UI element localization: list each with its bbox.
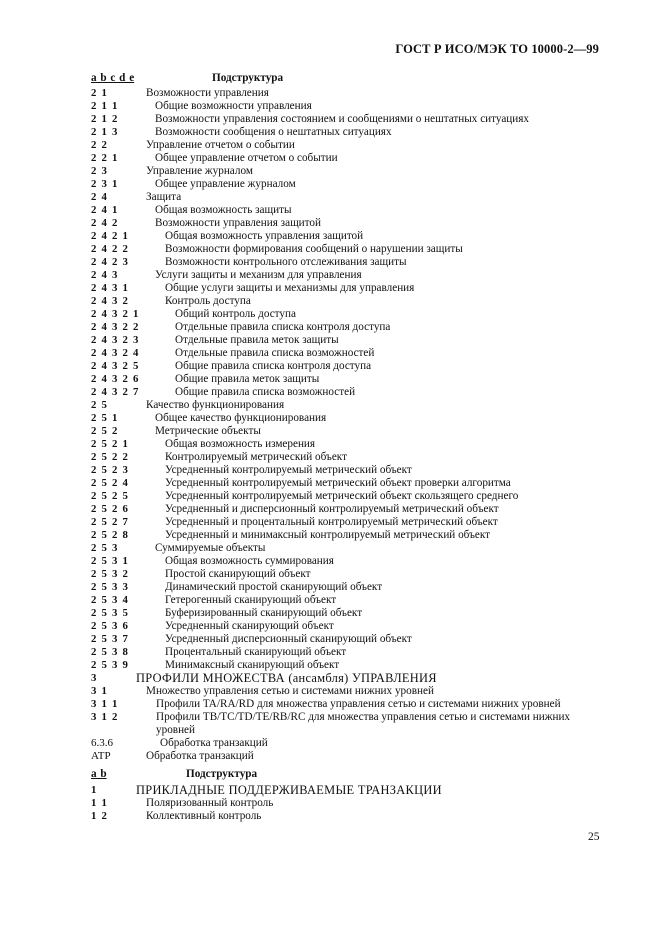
list-item	[0, 165, 661, 178]
item-code: 2 4 3 2 6	[91, 373, 140, 385]
item-code: 2 4 1	[91, 204, 119, 216]
item-text: Управление журналом	[146, 165, 253, 177]
item-text: Усредненный и минимаксный контролируемый метрический объект	[165, 529, 491, 541]
item-code: 2 4 3 2 1	[91, 308, 140, 320]
item-code: 2 5 3 7	[91, 633, 130, 645]
item-text: Общие правила меток защиты	[175, 373, 320, 385]
item-code: 3 1	[91, 685, 109, 697]
list-item	[0, 784, 661, 797]
item-text: Возможности контрольного отслеживания защиты	[165, 256, 407, 268]
item-code: 2 4 3 2 5	[91, 360, 140, 372]
item-code: 2 5 2 2	[91, 451, 130, 463]
item-text: Гетерогенный сканирующий объект	[165, 594, 337, 606]
item-text: Контролируемый метрический объект	[165, 451, 347, 463]
item-code: 2 1 2	[91, 113, 119, 125]
item-text: Общее управление журналом	[155, 178, 296, 190]
item-code: 2 2	[91, 139, 109, 151]
list-item	[0, 230, 661, 243]
item-code: 1 1	[91, 797, 109, 809]
list-item	[0, 451, 661, 464]
item-text: Суммируемые объекты	[155, 542, 266, 554]
item-code: 2 5 3 1	[91, 555, 130, 567]
substructure-heading	[0, 768, 661, 781]
item-text: Общая возможность защиты	[155, 204, 292, 216]
item-text: Общее управление отчетом о событии	[155, 152, 338, 164]
item-text: Отдельные правила списка возможностей	[175, 347, 375, 359]
list-item	[0, 87, 661, 100]
item-text: Возможности формирования сообщений о нарушении защиты	[165, 243, 463, 255]
item-code: 2 5 3	[91, 542, 119, 554]
item-text: Общая возможность измерения	[165, 438, 316, 450]
item-text: Возможности управления состоянием и сообщениями о нештатных ситуациях	[155, 113, 530, 125]
item-code: 2 4 3 2 2	[91, 321, 140, 333]
item-text: Усредненный и процентальный контролируемый метрический объект	[165, 516, 498, 528]
list-item	[0, 256, 661, 269]
item-code: 2 5 2 1	[91, 438, 130, 450]
list-item	[0, 100, 661, 113]
item-text: Управление отчетом о событии	[146, 139, 295, 151]
item-text: Услуги защиты и механизм для управления	[155, 269, 362, 281]
list-item	[0, 269, 661, 282]
item-code: 2 4 3 2 3	[91, 334, 140, 346]
list-item	[0, 633, 661, 646]
item-code: 6.3.6	[91, 737, 113, 749]
item-code: 2 1 1	[91, 100, 119, 112]
list-item	[0, 529, 661, 542]
list-item	[0, 620, 661, 633]
item-code: 1	[91, 784, 98, 796]
item-text: Общие правила списка возможностей	[175, 386, 356, 398]
list-item	[0, 797, 661, 810]
list-item	[0, 295, 661, 308]
list-item	[0, 204, 661, 217]
item-text: Общие правила списка контроля доступа	[175, 360, 372, 372]
list-item	[0, 477, 661, 490]
item-text: Простой сканирующий объект	[165, 568, 311, 580]
item-text: Коллективный контроль	[146, 810, 262, 822]
item-text: Усредненный контролируемый метрический объект проверки алгоритма	[165, 477, 511, 489]
item-text: Общая возможность суммирования	[165, 555, 334, 567]
item-text: Профили TB/TC/TD/TE/RB/RC для множества управления сетью и системами нижних уровней	[156, 711, 571, 736]
substructure-heading	[0, 72, 661, 85]
item-text: Возможности управления защитой	[155, 217, 321, 229]
list-item	[0, 217, 661, 230]
list-item	[0, 412, 661, 425]
item-text: Профили TA/RA/RD для множества управления сетью и системами нижних уровней	[156, 698, 561, 710]
item-code: 2 1	[91, 87, 109, 99]
list-item	[0, 672, 661, 685]
list-item	[0, 321, 661, 334]
item-text: Усредненный контролируемый метрический объект скользящего среднего	[165, 490, 519, 502]
item-code: 2 3 1	[91, 178, 119, 190]
item-text: Усредненный контролируемый метрический объект	[165, 464, 412, 476]
item-code: 2 5 2 8	[91, 529, 130, 541]
item-code: 2 5 3 5	[91, 607, 130, 619]
item-code: 2 4 3 2	[91, 295, 130, 307]
level-codes-header: a b c d e	[91, 72, 135, 84]
list-item	[0, 646, 661, 659]
item-text: Обработка транзакций	[160, 737, 268, 749]
item-code: 3 1 1	[91, 698, 119, 710]
item-code: 2 4 3 2 7	[91, 386, 140, 398]
item-text: Качество функционирования	[146, 399, 285, 411]
substructure-title: Подструктура	[186, 768, 258, 780]
item-text: Множество управления сетью и системами нижних уровней	[146, 685, 434, 697]
list-item	[0, 139, 661, 152]
list-item	[0, 490, 661, 503]
item-code: 2 5 2 6	[91, 503, 130, 515]
item-text: Процентальный сканирующий объект	[165, 646, 347, 658]
item-text: Общее качество функционирования	[155, 412, 327, 424]
item-text: Поляризованный контроль	[146, 797, 274, 809]
item-code: 2 5 2	[91, 425, 119, 437]
list-item	[0, 178, 661, 191]
list-item	[0, 243, 661, 256]
list-item	[0, 386, 661, 399]
list-item	[0, 581, 661, 594]
item-code: 2 4 3 1	[91, 282, 130, 294]
item-code: 2 5 2 5	[91, 490, 130, 502]
item-code: 2 4 3	[91, 269, 119, 281]
item-code: 2 4 2 1	[91, 230, 130, 242]
item-code: 2 4 2 2	[91, 243, 130, 255]
item-code: 2 5 3 9	[91, 659, 130, 671]
item-text: Усредненный сканирующий объект	[165, 620, 334, 632]
item-text: Отдельные правила меток защиты	[175, 334, 339, 346]
list-item	[0, 750, 661, 763]
item-code: 2 4 3 2 4	[91, 347, 140, 359]
item-text: Контроль доступа	[165, 295, 251, 307]
item-text: Обработка транзакций	[146, 750, 254, 762]
list-item	[0, 516, 661, 529]
list-item	[0, 282, 661, 295]
list-item	[0, 607, 661, 620]
item-code: 2 5 3 4	[91, 594, 130, 606]
item-text: Минимаксный сканирующий объект	[165, 659, 340, 671]
item-text: Динамический простой сканирующий объект	[165, 581, 383, 593]
item-code: 2 4 2 3	[91, 256, 130, 268]
page-number: 25	[588, 831, 600, 843]
item-text: ПРИКЛАДНЫЕ ПОДДЕРЖИВАЕМЫЕ ТРАНЗАКЦИИ	[136, 783, 442, 797]
list-item	[0, 711, 661, 737]
item-text: Усредненный и дисперсионный контролируемый метрический объект	[165, 503, 499, 515]
item-text: Возможности сообщения о нештатных ситуациях	[155, 126, 392, 138]
item-text: Отдельные правила списка контроля доступа	[175, 321, 391, 333]
item-code: 2 5	[91, 399, 109, 411]
list-item	[0, 685, 661, 698]
item-code: 2 5 3 2	[91, 568, 130, 580]
list-item	[0, 503, 661, 516]
item-text: Усредненный дисперсионный сканирующий объект	[165, 633, 412, 645]
list-item	[0, 360, 661, 373]
item-code: 2 5 1	[91, 412, 119, 424]
item-code: 3 1 2	[91, 711, 119, 723]
item-code: 2 5 2 4	[91, 477, 130, 489]
item-text: Общая возможность управления защитой	[165, 230, 364, 242]
list-item	[0, 399, 661, 412]
item-code: ATP	[91, 750, 111, 762]
item-code: 3	[91, 672, 98, 684]
item-text: Буферизированный сканирующий объект	[165, 607, 363, 619]
list-item	[0, 698, 661, 711]
list-item	[0, 425, 661, 438]
item-code: 2 1 3	[91, 126, 119, 138]
list-item	[0, 737, 661, 750]
list-item	[0, 438, 661, 451]
list-item	[0, 373, 661, 386]
list-item	[0, 308, 661, 321]
item-code: 2 5 3 6	[91, 620, 130, 632]
list-item	[0, 555, 661, 568]
item-text: Защита	[146, 191, 182, 203]
item-code: 1 2	[91, 810, 109, 822]
document-header: ГОСТ Р ИСО/МЭК ТО 10000-2—99	[395, 42, 599, 56]
item-text: ПРОФИЛИ МНОЖЕСТВА (ансамбля) УПРАВЛЕНИЯ	[136, 671, 437, 685]
item-code: 2 5 2 7	[91, 516, 130, 528]
list-item	[0, 334, 661, 347]
item-text: Метрические объекты	[155, 425, 261, 437]
list-item	[0, 542, 661, 555]
item-code: 2 3	[91, 165, 109, 177]
item-text: Общие возможности управления	[155, 100, 312, 112]
item-code: 2 5 3 8	[91, 646, 130, 658]
level-codes-header: a b	[91, 768, 107, 780]
list-item	[0, 191, 661, 204]
item-code: 2 4	[91, 191, 109, 203]
item-code: 2 5 2 3	[91, 464, 130, 476]
list-item	[0, 568, 661, 581]
list-item	[0, 347, 661, 360]
item-code: 2 5 3 3	[91, 581, 130, 593]
list-item	[0, 464, 661, 477]
list-item	[0, 152, 661, 165]
list-item	[0, 810, 661, 823]
item-text: Общий контроль доступа	[175, 308, 296, 320]
list-item	[0, 594, 661, 607]
item-code: 2 2 1	[91, 152, 119, 164]
item-text: Общие услуги защиты и механизмы для управления	[165, 282, 415, 294]
list-item	[0, 113, 661, 126]
substructure-title: Подструктура	[212, 72, 284, 84]
item-text: Возможности управления	[146, 87, 269, 99]
list-item	[0, 126, 661, 139]
item-code: 2 4 2	[91, 217, 119, 229]
